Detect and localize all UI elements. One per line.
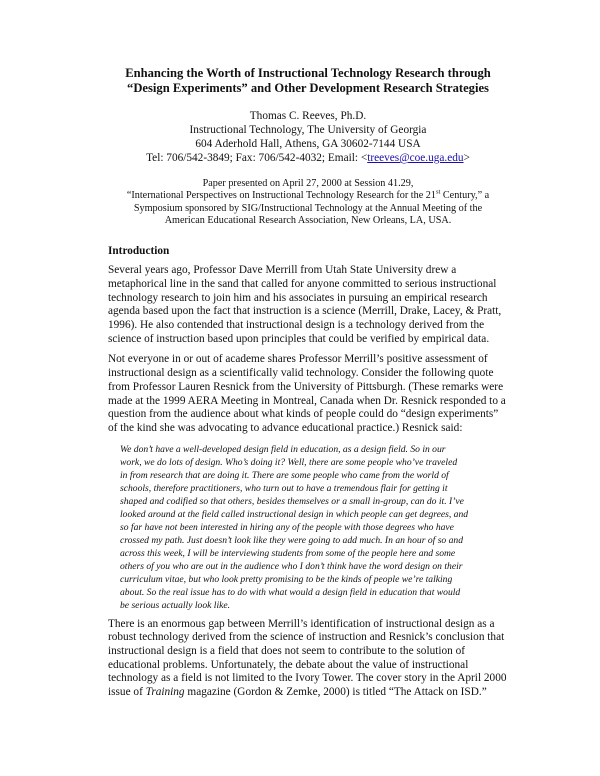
author-name: Thomas C. Reeves, Ph.D. bbox=[249, 110, 367, 122]
text-line: of the kind she was advocating to advance educational practice.) Resnick said: bbox=[108, 421, 463, 434]
paper-title bbox=[108, 66, 508, 96]
author-block bbox=[108, 109, 508, 165]
author-contact-suffix: > bbox=[463, 152, 470, 164]
text-line: made at the 1999 AERA Meeting in Montreal, Canada when Dr. Resnick responded to a bbox=[108, 394, 506, 407]
presentation-info-line-4: American Educational Research Association, New Orleans, LA, USA. bbox=[164, 214, 452, 226]
quote-line: so far have not been interested in hiring any of the people with those degrees who have bbox=[120, 521, 454, 533]
presentation-info-line-2-start: “International Perspectives on Instructional Technology Research for the 21 bbox=[126, 190, 436, 202]
text-line: 1996). He also contended that instructional design is a technology derived from the bbox=[108, 319, 485, 331]
text-fragment: magazine (Gordon & Zemke, 2000) is titled “The Attack on ISD.” bbox=[184, 686, 487, 699]
text-line: science of instruction based upon principles that could be verified by empirical data. bbox=[108, 332, 490, 345]
quote-line: looked around at the field called instructional design in which people can get degrees, and bbox=[120, 508, 469, 520]
quote-line: others of you who are out in the audience who I don’t think have the word design on their bbox=[120, 560, 463, 572]
text-line: instructional design is a field that does not seem to contribute to the solution of bbox=[108, 645, 466, 658]
presentation-info-line-3: Symposium sponsored by SIG/Instructional Technology at the Annual Meeting of the bbox=[133, 202, 483, 214]
presentation-info-line-1: Paper presented on April 27, 2000 at Session 41.29, bbox=[202, 178, 414, 189]
text-line: from Professor Lauren Resnick from the University of Pittsburgh. (These remarks were bbox=[108, 380, 504, 393]
quote-line: We don’t have a well-developed design field in education, as a design field. So in our bbox=[120, 443, 446, 455]
text-line: instructional design as a scientifically valid technology. Consider the following quote bbox=[108, 367, 494, 380]
text-line: Not everyone in or out of academe shares Professor Merrill’s positive assessment of bbox=[108, 353, 488, 366]
text-line: educational problems. Unfortunately, the debate about the value of instructional bbox=[108, 658, 469, 671]
section-heading-introduction: Introduction bbox=[108, 245, 170, 258]
presentation-info-line-2-end: Century,” a bbox=[440, 190, 490, 202]
quote-line: be serious actually look like. bbox=[120, 599, 231, 611]
author-affiliation: Instructional Technology, The University of Georgia bbox=[189, 124, 427, 136]
quote-line: shaped and codified so that others, besides themselves or a small in-group, can do it. I’ve bbox=[120, 495, 464, 507]
superscript-st: st bbox=[435, 188, 441, 196]
quote-line: crossed my path. Just doesn’t look like they were going to add much. In an hour of so and bbox=[120, 534, 464, 546]
text-fragment: issue of bbox=[108, 686, 146, 699]
presentation-info bbox=[108, 178, 508, 227]
paper-title-line-1: Enhancing the Worth of Instructional Technology Research through bbox=[125, 66, 491, 80]
quote-line: curriculum vitae, but who look pretty promising to be the kinds of people we’re talking bbox=[120, 573, 453, 585]
text-line-last bbox=[108, 686, 508, 700]
text-line: robust technology derived from the science of instruction and Resnick’s conclusion that bbox=[108, 631, 505, 644]
author-email-link[interactable]: treeves@coe.uga.edu bbox=[367, 152, 464, 164]
intro-paragraph-3 bbox=[108, 618, 508, 700]
text-line: There is an enormous gap between Merrill’s identification of instructional design as a bbox=[108, 617, 495, 630]
quote-line: in from research that are doing it. There are some people who came from the world of bbox=[120, 469, 449, 481]
author-contact-prefix: Tel: 706/542-3849; Fax: 706/542-4032; Email: < bbox=[146, 152, 368, 164]
quote-line: work, we do lots of design. Who’s doing it? Well, there are some people who’ve traveled bbox=[120, 456, 458, 468]
quote-line: about. So the real issue has to do with what would a design field in education that would bbox=[120, 586, 461, 598]
intro-paragraph-2 bbox=[108, 353, 508, 435]
text-line: Several years ago, Professor Dave Merrill from Utah State University drew a bbox=[108, 264, 457, 277]
paper-title-line-2: “Design Experiments” and Other Development Research Strategies bbox=[127, 81, 489, 95]
text-line: agenda based upon the fact that instruction is a science (Merrill, Drake, Lacey, & Pratt, bbox=[108, 305, 502, 318]
text-line: question from the audience about what kinds of people could do “design experiments” bbox=[108, 408, 499, 421]
text-line: technology research to join him and his associates in pursuing an empirical research bbox=[108, 291, 488, 304]
magazine-title: Training bbox=[145, 686, 185, 699]
intro-paragraph-1 bbox=[108, 264, 508, 346]
resnick-quote bbox=[120, 443, 508, 612]
presentation-info-line-2 bbox=[108, 190, 508, 202]
text-line: technology as a field is not limited to the Ivory Tower. The cover story in the April 2000 bbox=[108, 672, 507, 685]
text-line: metaphorical line in the sand that called for anyone committed to serious instructional bbox=[108, 277, 497, 290]
quote-line: schools, therefore practitioners, who turn out to have a tremendous flair for getting it bbox=[120, 482, 448, 494]
author-contact bbox=[108, 151, 508, 165]
quote-line: across this week, I will be interviewing students from some of the people here and some bbox=[120, 547, 456, 559]
author-address: 604 Aderhold Hall, Athens, GA 30602-7144 USA bbox=[195, 138, 421, 150]
